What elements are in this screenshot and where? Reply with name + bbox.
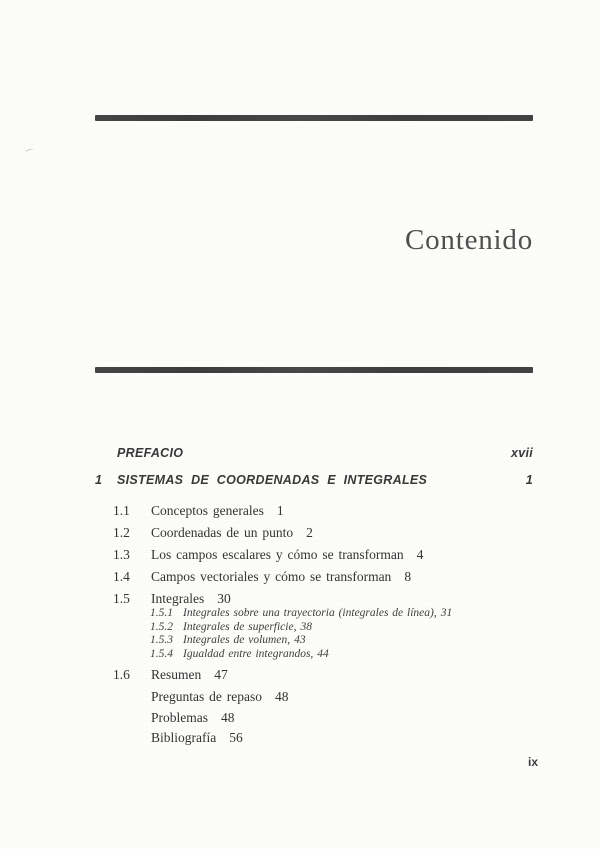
toc-entry-page: 43 [294, 634, 306, 646]
section-rule [95, 367, 533, 373]
toc-entry-label: Igualdad entre integrandos, [183, 647, 314, 660]
toc-entry-page: 47 [214, 667, 228, 682]
toc-entry-label: Conceptos generales [151, 503, 264, 518]
toc-entry-page: 1 [525, 473, 533, 487]
toc-entry-page: 48 [274, 689, 289, 704]
toc-entry-number: 1.5.2 [150, 620, 173, 633]
toc-entry-label: Preguntas de repaso [151, 689, 262, 704]
toc-entry-page: 48 [221, 709, 235, 725]
toc-entry-page: 30 [217, 591, 231, 606]
toc-entry-number: 1.5.1 [150, 607, 173, 619]
toc [95, 447, 533, 752]
toc-row-plain [95, 711, 533, 724]
toc-entry-label: Problemas [151, 709, 208, 725]
toc-row-subitem [95, 634, 533, 648]
toc-entry-page: 4 [416, 547, 424, 562]
toc-entry-label: Los campos escalares y cómo se transforman [151, 547, 404, 562]
toc-entry-number: 1.2 [113, 525, 130, 540]
toc-entry-number: 1.5.3 [150, 634, 173, 646]
toc-entry-page: 8 [404, 569, 412, 584]
toc-row-item [95, 668, 533, 681]
toc-entry-label: Integrales [151, 591, 205, 606]
toc-row-item [95, 526, 533, 539]
page-number: ix [527, 755, 538, 769]
toc-row-chapter [95, 474, 533, 487]
toc-entry-label: Bibliografía [151, 730, 217, 745]
toc-entry-label: Coordenadas de un punto [151, 525, 294, 540]
toc-entry-number: 1.3 [113, 547, 130, 562]
toc-entry-page: xvii [510, 446, 533, 460]
toc-entry-number: 1.5.4 [150, 647, 173, 660]
top-rule [95, 115, 533, 121]
toc-entry-heading [95, 474, 427, 487]
toc-row-plain [95, 731, 533, 744]
toc-entry-label: PREFACIO [117, 446, 184, 460]
scan-smudge [24, 148, 34, 156]
toc-row-subitem [95, 607, 533, 621]
toc-row-item [95, 570, 533, 583]
toc-row-item [95, 504, 533, 517]
toc-row-item [95, 592, 533, 605]
toc-entry-number: 1.4 [113, 569, 130, 584]
toc-entry-label: Integrales de volumen, [183, 634, 291, 646]
toc-row-plain [95, 690, 533, 703]
toc-entry-number: 1.1 [113, 503, 130, 518]
toc-entry-label: SISTEMAS DE COORDENADAS E INTEGRALES [117, 473, 428, 487]
toc-entry-page: 2 [306, 525, 313, 540]
page-title: Contenido [404, 224, 533, 256]
toc-entry-label: Integrales sobre una trayectoria (integrales de línea), [183, 607, 437, 619]
toc-entry-page: 31 [440, 607, 453, 619]
toc-entry-label: Integrales de superficie, [183, 620, 297, 633]
toc-row-item [95, 548, 533, 561]
toc-entry-page: 56 [229, 730, 243, 745]
toc-entry-label: Resumen [151, 667, 202, 682]
toc-entry-number: 1.6 [113, 667, 130, 682]
toc-row-front [95, 447, 533, 460]
toc-entry-label: Campos vectoriales y cómo se transforman [151, 569, 392, 584]
toc-entry-number: 1 [95, 473, 103, 487]
toc-row-subitem [95, 648, 533, 662]
toc-row-subitem [95, 621, 533, 635]
toc-entry-page: 1 [276, 503, 284, 518]
toc-entry-page: 38 [300, 620, 312, 633]
toc-entry-page: 44 [317, 647, 329, 660]
toc-entry-number: 1.5 [113, 591, 130, 606]
toc-entry-heading [117, 447, 183, 460]
